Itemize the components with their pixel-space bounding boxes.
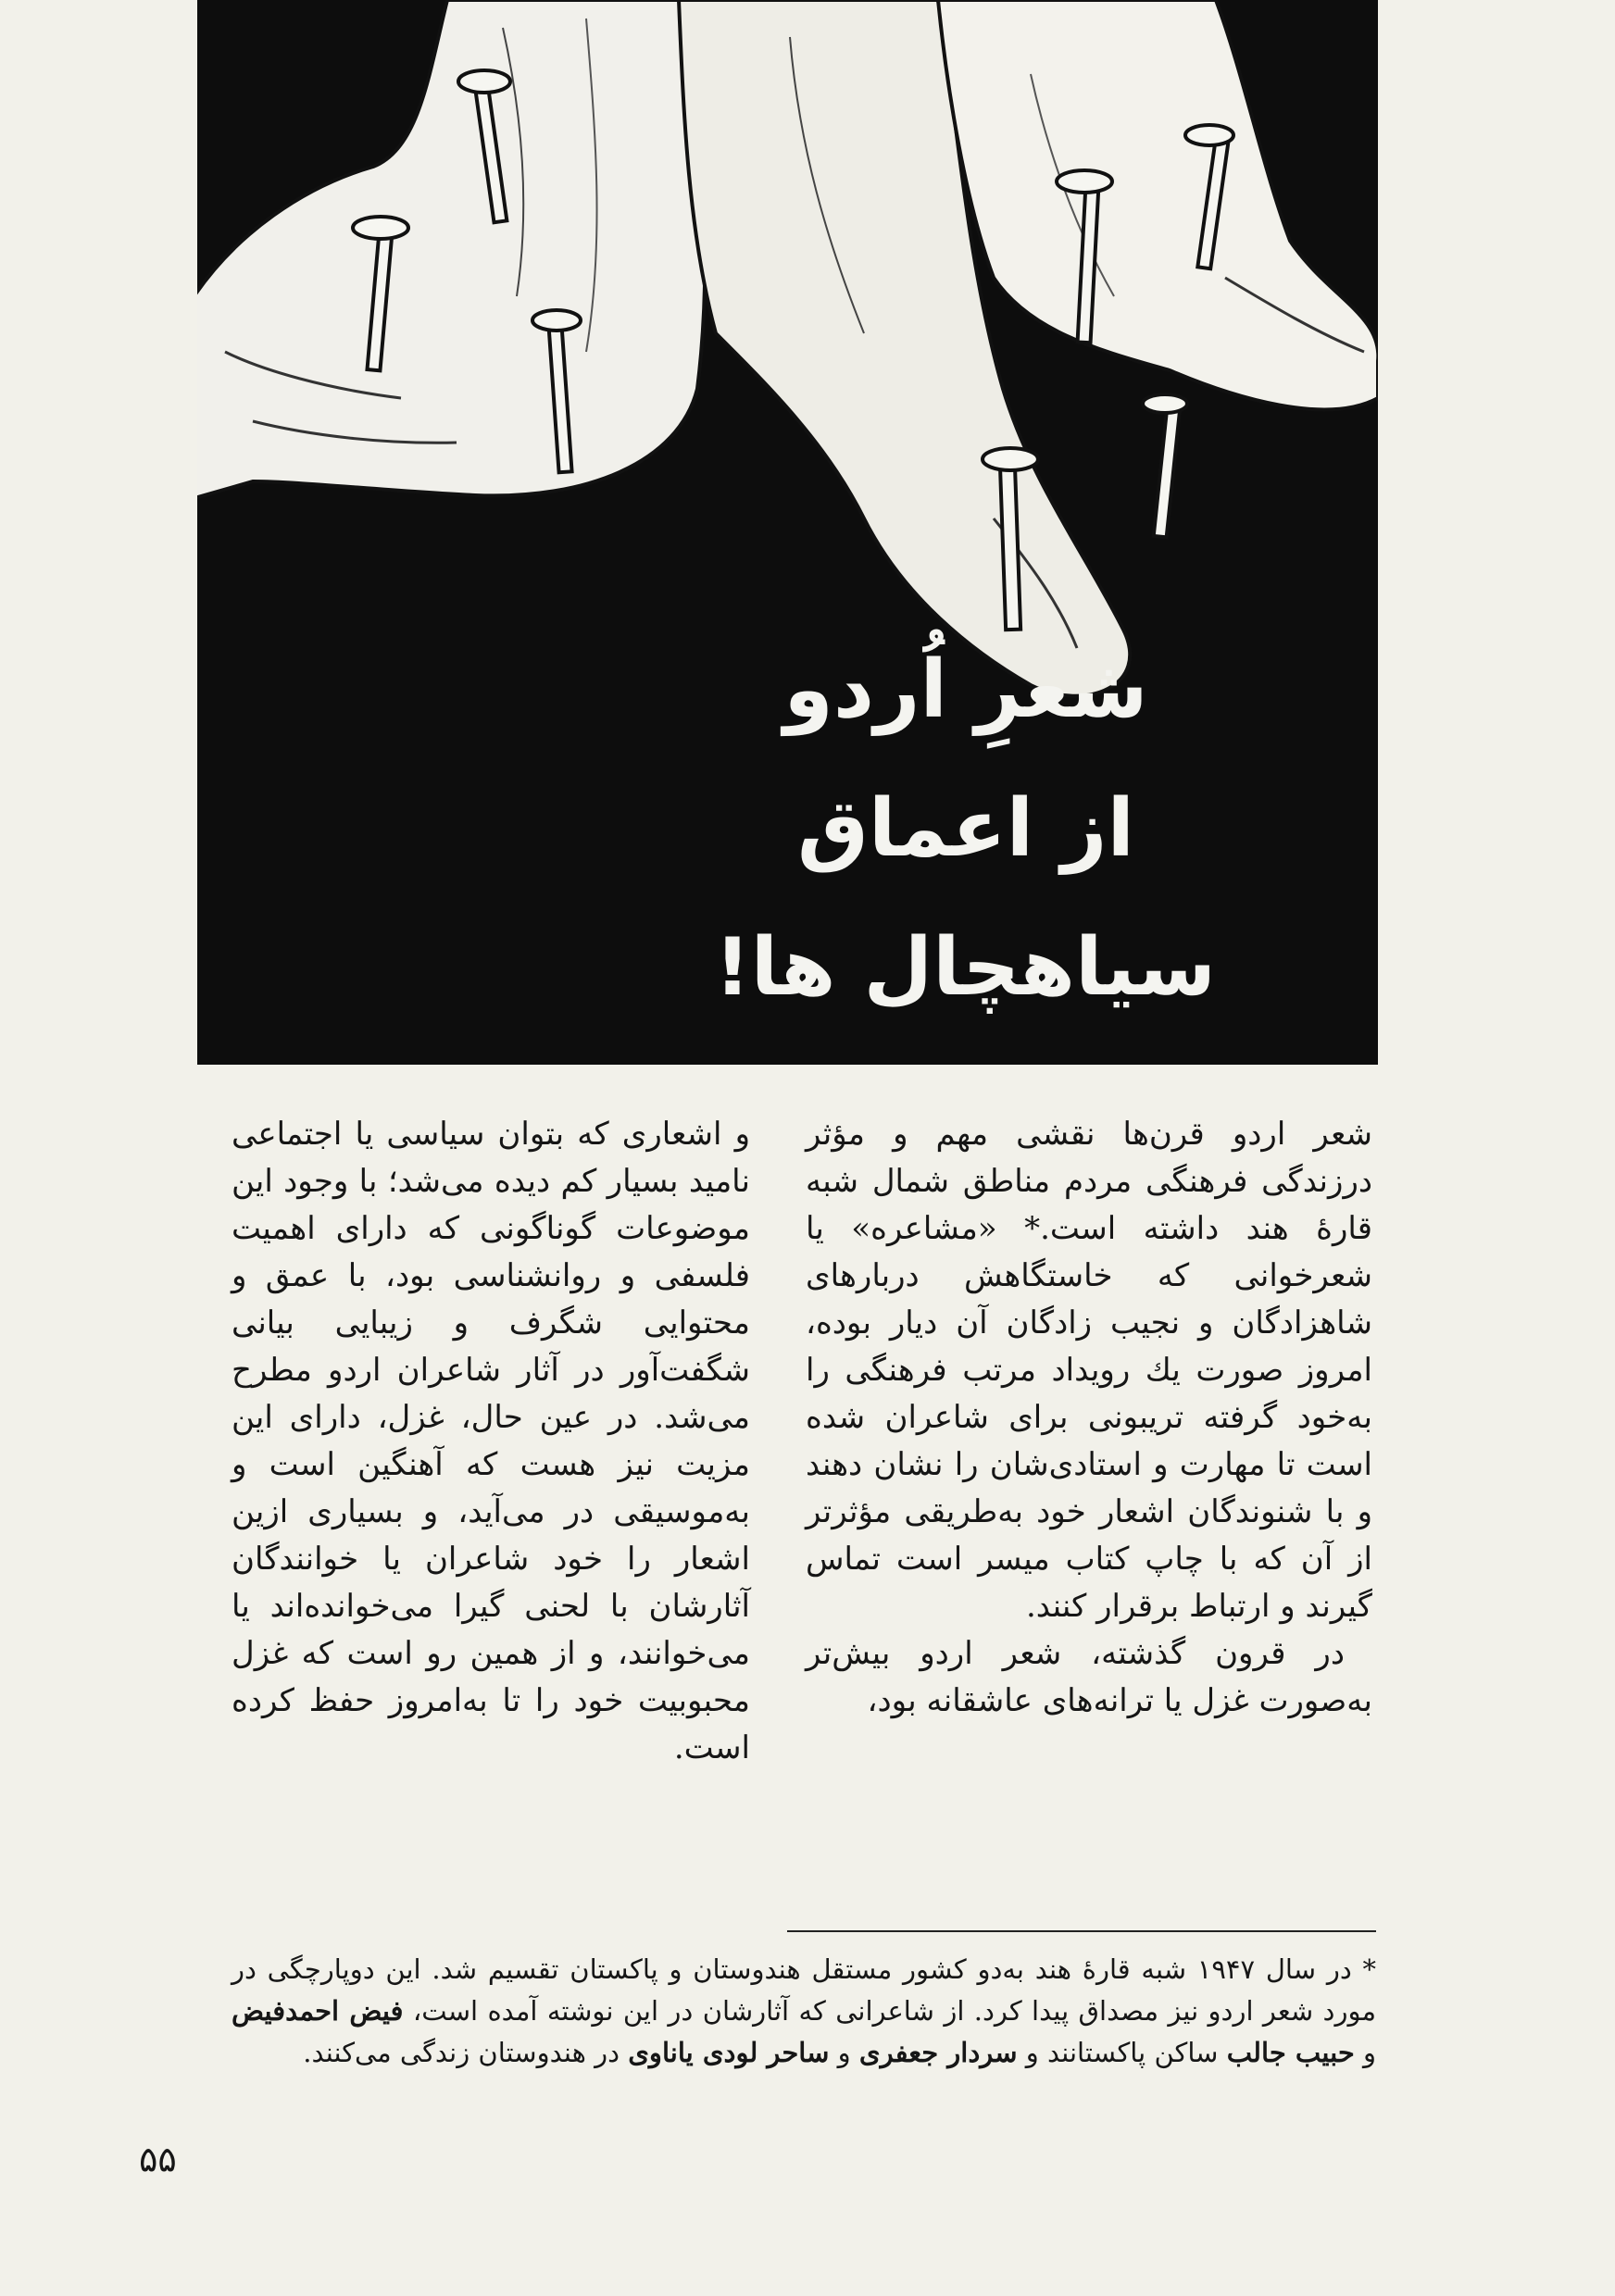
paragraph: در قرون گذشته، شعر اردو بیش‌تر به‌صورت غزل یا ترانه‌های عاشقانه بود،: [806, 1635, 1372, 1719]
poet-name: ساحر لودی یاناوی: [628, 2037, 830, 2068]
poet-name: فیض احمدفیض: [232, 1995, 404, 2027]
footnote: [232, 1949, 1376, 2074]
footnote-divider: [787, 1930, 1376, 1932]
illustration-feet-nails: [197, 0, 1378, 1065]
footnote-text: و: [837, 2037, 851, 2068]
paragraph: و اشعاری که بتوان سیاسی یا اجتماعی نامید بسیار کم دیده می‌شد؛ با وجود این موضوعات گوناگونی که دارای اهمیت فلسفی و روانشناسی بود، با عمق و محتوایی شگرف و زیبایی بیانی شگفت‌آور در آثار شاعران اردو مطرح می‌شد. در عین حال، غزل، دارای این مزیت نیز هست که آهنگین است و به‌موسیقی در می‌آید، و بسیاری ازین اشعار را خود شاعران یا خوانندگان آثارشان با لحنی گیرا می‌خوانده‌اند یا می‌خوانند، و از همین رو است که غزل محبوبیت خود را تا به‌امروز حفظ کرده است.: [232, 1116, 750, 1766]
footnote-text: * در سال ۱۹۴۷ شبه قارهٔ هند به‌دو کشور مستقل هندوستان و پاکستان تقسیم شد. این دوپارچگی در مورد شعر اردو نیز مصداق پیدا کرد. از شاعرانی که آثارشان در این نوشته آمده است،: [232, 1953, 1376, 2027]
paragraph: شعر اردو قرن‌ها نقشی مهم و مؤثر درزندگی فرهنگی مردم مناطق شمال شبه قارهٔ هند داشته است.* «مشاعره» یا شعرخوانی که خاستگاهش دربارهای شاهزادگان و نجیب زادگان آن دیار بوده، امروز صورت یك رویداد مرتب فرهنگی را به‌خود گرفته تریبونی برای شاعران شده است تا مهارت و استادی‌شان را نشان دهند و با شنوندگان اشعار خود به‌طریقی مؤثرتر از آن که با چاپ کتاب میسر است تماس گیرند و ارتباط برقرار کنند.: [806, 1116, 1372, 1625]
footnote-text: و: [1362, 2037, 1376, 2068]
title-line-1: شعرِ اُردو: [783, 643, 1148, 736]
footnote-text: ساکن پاکستانند و: [1025, 2037, 1219, 2068]
poet-name: سردار جعفری: [858, 2037, 1018, 2068]
text-column-left: [232, 1111, 750, 1772]
poet-name: حبیب جالب: [1226, 2037, 1355, 2068]
title-line-2: از اعماق: [797, 782, 1134, 875]
text-column-right: [806, 1111, 1372, 1725]
page-number: ۵۵: [139, 2139, 177, 2179]
article-title: [716, 620, 1216, 1046]
title-line-3: سیاهچال ها!: [714, 921, 1216, 1014]
footnote-text: در هندوستان زندگی می‌کنند.: [303, 2037, 620, 2068]
